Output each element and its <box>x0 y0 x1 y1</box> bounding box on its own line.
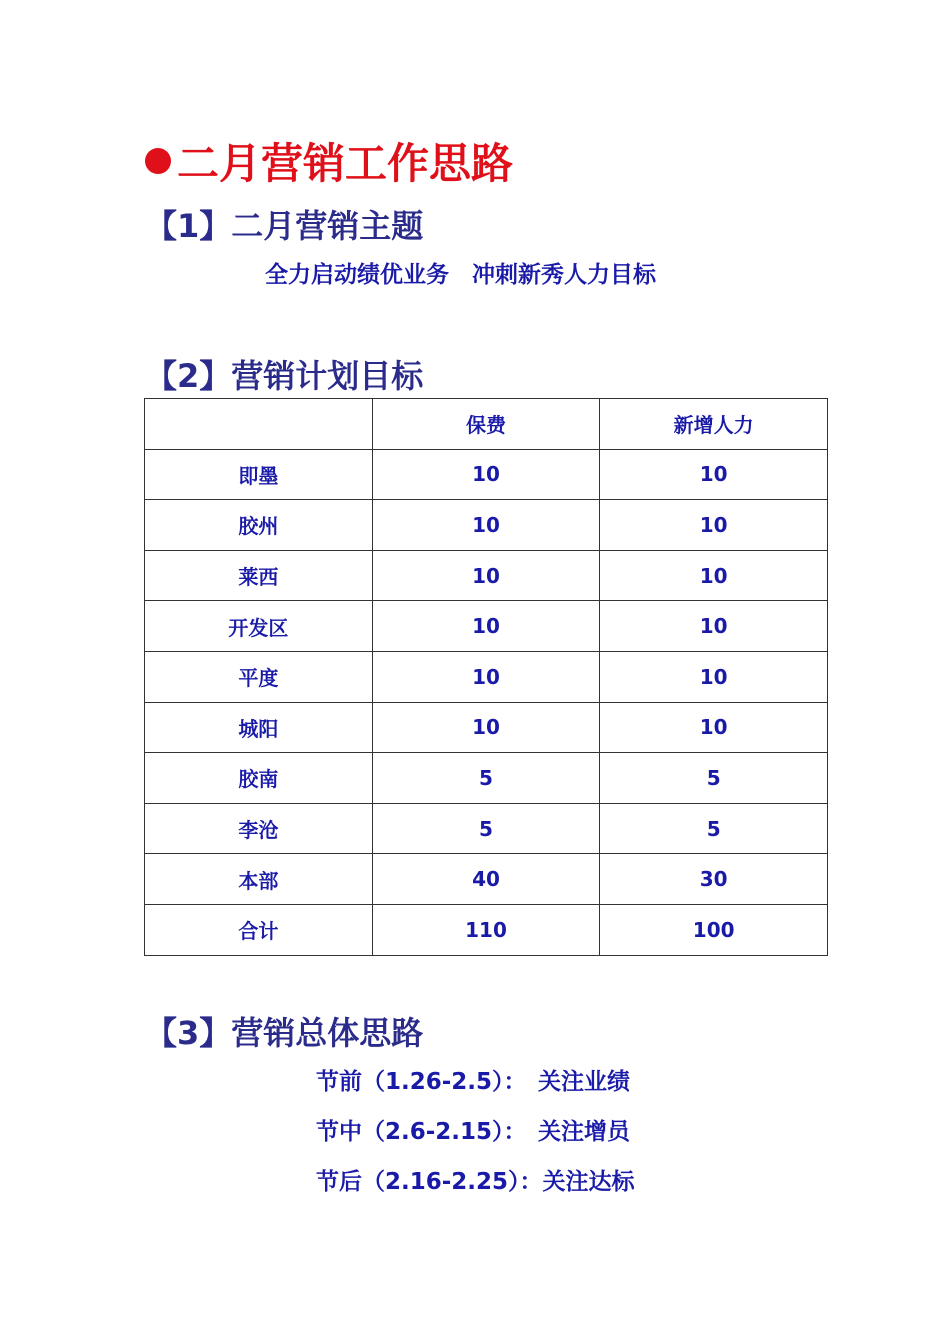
main-title <box>145 138 513 190</box>
premium-cell: 5 <box>372 753 600 804</box>
header-cell-blank <box>145 399 373 450</box>
region-cell: 李沧 <box>145 803 373 854</box>
new-staff-cell: 10 <box>600 601 828 652</box>
marketing-theme: 全力启动绩优业务 冲刺新秀人力目标 <box>265 262 656 288</box>
table-row <box>145 651 828 702</box>
new-staff-cell: 100 <box>600 904 828 955</box>
new-staff-cell: 5 <box>600 803 828 854</box>
premium-cell: 40 <box>372 854 600 905</box>
new-staff-cell: 10 <box>600 500 828 551</box>
table-header-row <box>145 399 828 450</box>
region-cell: 开发区 <box>145 601 373 652</box>
region-cell: 胶南 <box>145 753 373 804</box>
table-row <box>145 854 828 905</box>
premium-cell: 10 <box>372 449 600 500</box>
section2-heading: 【2】营销计划目标 <box>145 357 424 395</box>
premium-cell: 110 <box>372 904 600 955</box>
premium-cell: 5 <box>372 803 600 854</box>
region-cell: 合计 <box>145 904 373 955</box>
header-cell-new-staff: 新增人力 <box>600 399 828 450</box>
new-staff-cell: 10 <box>600 550 828 601</box>
table-row <box>145 449 828 500</box>
premium-cell: 10 <box>372 651 600 702</box>
approach-line-during-holiday: 节中（2.6-2.15）： 关注增员 <box>316 1119 631 1145</box>
premium-cell: 10 <box>372 702 600 753</box>
region-cell: 胶州 <box>145 500 373 551</box>
premium-cell: 10 <box>372 550 600 601</box>
region-cell: 平度 <box>145 651 373 702</box>
new-staff-cell: 30 <box>600 854 828 905</box>
new-staff-cell: 10 <box>600 651 828 702</box>
new-staff-cell: 10 <box>600 702 828 753</box>
premium-cell: 10 <box>372 601 600 652</box>
main-title-text: 二月营销工作思路 <box>177 139 514 188</box>
new-staff-cell: 5 <box>600 753 828 804</box>
region-cell: 本部 <box>145 854 373 905</box>
plan-target-table <box>144 398 828 956</box>
table-row <box>145 702 828 753</box>
section3-heading: 【3】营销总体思路 <box>145 1014 424 1052</box>
table-row <box>145 753 828 804</box>
table-row <box>145 550 828 601</box>
premium-cell: 10 <box>372 500 600 551</box>
approach-line-after-holiday: 节后（2.16-2.25）：关注达标 <box>316 1169 635 1195</box>
table-row <box>145 803 828 854</box>
new-staff-cell: 10 <box>600 449 828 500</box>
region-cell: 即墨 <box>145 449 373 500</box>
section1-heading: 【1】二月营销主题 <box>145 207 424 245</box>
region-cell: 莱西 <box>145 550 373 601</box>
bullet-dot-icon <box>145 148 171 174</box>
approach-line-before-holiday: 节前（1.26-2.5）： 关注业绩 <box>316 1069 631 1095</box>
header-cell-premium: 保费 <box>372 399 600 450</box>
table-row <box>145 601 828 652</box>
region-cell: 城阳 <box>145 702 373 753</box>
table-total-row <box>145 904 828 955</box>
table-row <box>145 500 828 551</box>
